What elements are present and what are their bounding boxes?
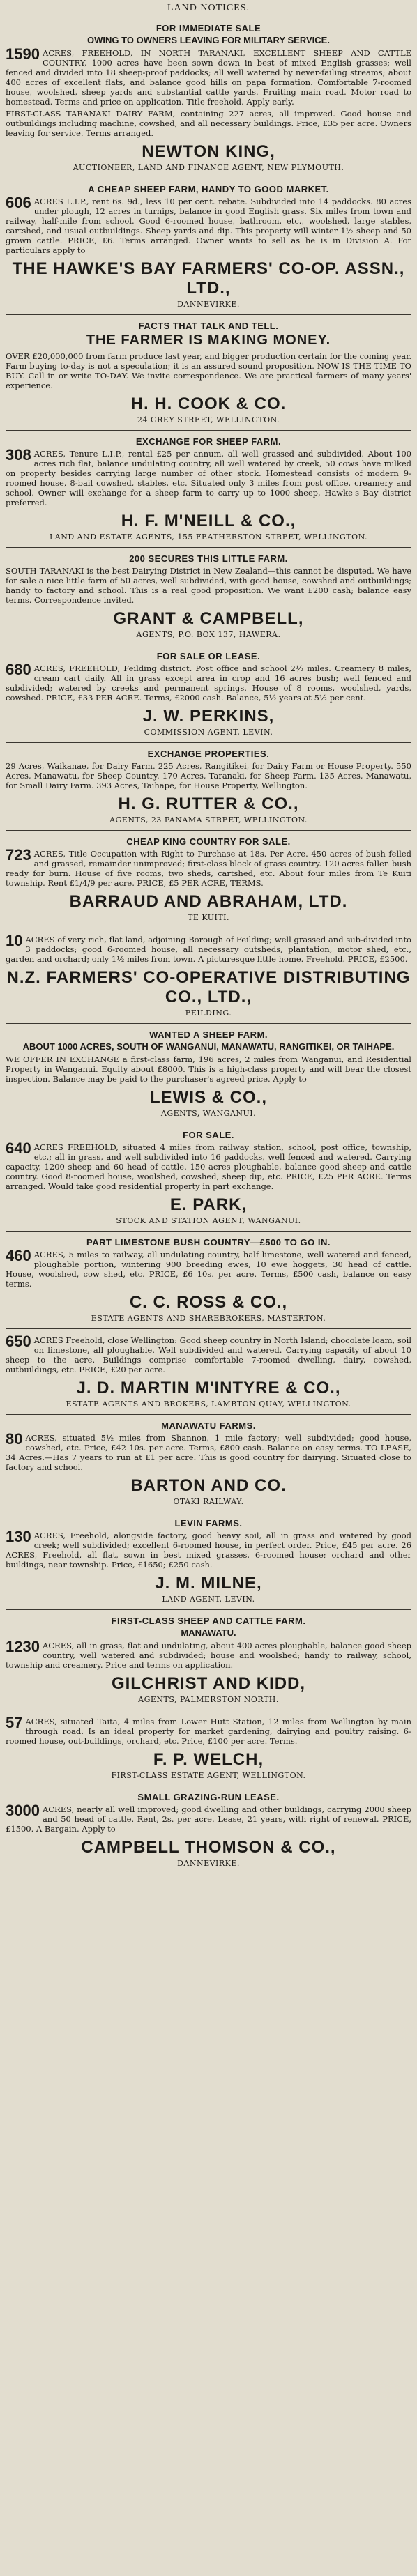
ad-body — [6, 351, 411, 390]
ad-text: ACRES, FREEHOLD, Feilding district. Post office and school 2½ miles. Creamery 8 miles, cream cart daily. All in grass except area in crop and 16 acres bush; well fenced and subdivided; watered by creeks and permanent springs. House of 8 rooms, woolshed, yards, cowshed. PRICE, £33 PER ACRE. Terms, £2000 cash. Balance, 5½ years at 5½ per cent. — [6, 664, 411, 703]
agent-address: STOCK AND STATION AGENT, WANGANUI. — [116, 1216, 301, 1225]
ad-heading: FOR IMMEDIATE SALE — [156, 23, 261, 33]
land-ad-14 — [6, 1512, 411, 1609]
agent-name: J. W. PERKINS, — [142, 707, 275, 726]
agent-address: AGENTS, WANGANUI. — [160, 1109, 257, 1118]
ad-heading: FOR SALE. — [183, 1130, 234, 1140]
ad-text: SOUTH TARANAKI is the best Dairying District in New Zealand—this cannot be disputed. We have for sale a nice little farm of 50 acres, well subdivided, with good house, cowshed and outbuildings; handy to factory and school. This is a real good proposition. We want £200 cash; balance easy terms. Correspondence invited. — [6, 566, 411, 605]
agent-address: FIRST-CLASS ESTATE AGENT, WELLINGTON. — [111, 1771, 306, 1780]
agent-name: J. D. MARTIN M'INTYRE & CO., — [76, 1379, 341, 1397]
ad-text: ACRES, FREEHOLD, IN NORTH TARANAKI, EXCELLENT SHEEP AND CATTLE COUNTRY, 1000 acres have been sown down in best of mixed English grasses; well fenced and divided into 18 sheep-proof paddocks; all well watered by never-failing streams; about 400 acres of excellent flats, and balance good hills on papa formation. Comfortable 7-roomed house, woolshed, sheep yards and substantial cattle yards. Fruiting main road. Motor road to homestead. Terms and price on application. Title freehold. Apply early. — [6, 48, 411, 107]
land-ad-6 — [6, 742, 411, 830]
ad-body — [6, 1247, 411, 1289]
ad-text: ACRES, all in grass, flat and undulating, about 400 acres ploughable, balance good sheep country, well watered and subdivided; house and woolshed; handy to railway, school, township and creamery. Price and terms on application. — [6, 1641, 411, 1670]
land-ad-0 — [6, 17, 411, 178]
ad-body — [6, 1335, 411, 1374]
ad-acreage: 680 — [6, 661, 31, 678]
agent-name: H. H. COOK & CO. — [130, 394, 287, 413]
land-ad-12 — [6, 1328, 411, 1414]
ad-body — [6, 1528, 411, 1570]
ad-body — [6, 1055, 411, 1084]
ad-body — [6, 446, 411, 507]
land-ad-9 — [6, 1023, 411, 1124]
land-ad-17 — [6, 1786, 411, 1873]
land-ad-13 — [6, 1414, 411, 1512]
ad-heading: 200 SECURES THIS LITTLE FARM. — [129, 553, 288, 564]
ad-text: ACRES L.I.P., rent 6s. 9d., less 10 per cent. rebate. Subdivided into 14 paddocks. 80 acres under plough, 12 acres in turnips, balance in good English grass. Six miles from town and railway, half-mile from school. Good 6-roomed house, bathroom, etc., woolshed, large stables, cartshed, and usual outbuildings. Sheep yards and dip. This property will winter 1½ sheep and 50 grown cattle. PRICE, £6. Terms arranged. Owner wants to sell as he is in Division A. For particulars apply to — [6, 197, 411, 255]
agent-address: TE KUITI. — [188, 913, 229, 922]
ad-body — [6, 661, 411, 703]
ad-acreage: 460 — [6, 1247, 31, 1264]
ad-subheading: THE FARMER IS MAKING MONEY. — [86, 332, 331, 348]
ad-text-secondary: FIRST-CLASS TARANAKI DAIRY FARM, containing 227 acres, all improved. Good house and outbuildings including machine, cowshed, and all necessary buildings. Price, £35 per acre. Owners leaving for service. Terms arranged. — [6, 109, 411, 138]
agent-address: FEILDING. — [185, 1009, 232, 1018]
ad-body — [6, 1142, 411, 1191]
ad-heading: SMALL GRAZING-RUN LEASE. — [137, 1792, 280, 1802]
agent-name: GRANT & CAMPBELL, — [113, 609, 304, 628]
ad-text: ACRES, situated Taita, 4 miles from Lower Hutt Station, 12 miles from Wellington by main through road. Is an ideal property for market gardening, dairying and poultry raising. 6-roomed house, out-buildings, orchard, etc. Price, £100 per acre. Terms. — [6, 1717, 411, 1746]
ad-heading: EXCHANGE PROPERTIES. — [147, 749, 270, 759]
land-ad-7 — [6, 830, 411, 928]
agent-address: DANNEVIRKE. — [177, 1859, 240, 1868]
ad-text: ACRES, Title Occupation with Right to Purchase at 18s. Per Acre. 450 acres of bush felled and grassed, remainder unimproved; first-class block of grass country. 120 acres fallen bush ready for burn. House of five rooms, two sheds, cartshed, etc. About four miles from Te Kuiti township. Rent £1/4/9 per acre. PRICE, £5 PER ACRE, TERMS. — [6, 849, 411, 888]
ad-acreage: 130 — [6, 1528, 31, 1545]
land-ad-3 — [6, 430, 411, 547]
ad-body — [6, 1804, 411, 1834]
agent-name: F. P. WELCH, — [153, 1750, 264, 1769]
ad-heading: PART LIMESTONE BUSH COUNTRY—£500 TO GO IN. — [86, 1237, 331, 1248]
ad-acreage: 1230 — [6, 1638, 40, 1655]
land-ad-2 — [6, 314, 411, 430]
ad-heading: CHEAP KING COUNTRY FOR SALE. — [126, 836, 291, 847]
ad-heading: EXCHANGE FOR SHEEP FARM. — [135, 436, 282, 447]
agent-name: CAMPBELL THOMSON & CO., — [81, 1838, 336, 1857]
agent-address: AGENTS, 23 PANAMA STREET, WELLINGTON. — [109, 815, 308, 825]
ad-body — [6, 45, 411, 107]
agent-address: OTAKI RAILWAY. — [173, 1497, 244, 1506]
ad-acreage: 1590 — [6, 45, 40, 63]
ads-column — [6, 17, 411, 1873]
agent-address: DANNEVIRKE. — [177, 300, 240, 309]
agent-name: E. PARK, — [169, 1195, 248, 1214]
agent-name: H. F. M'NEILL & CO., — [121, 512, 296, 530]
ad-acreage: 640 — [6, 1140, 31, 1157]
agent-name: H. G. RUTTER & CO., — [118, 795, 299, 813]
land-ad-16 — [6, 1710, 411, 1786]
ad-body — [6, 846, 411, 888]
ad-heading: MANAWATU FARMS. — [161, 1420, 256, 1431]
ad-acreage: 723 — [6, 846, 31, 864]
ad-text: ACRES, situated 5½ miles from Shannon, 1 mile factory; well subdivided; good house, cowshed, etc. Price, £42 10s. per acre. Terms, £800 cash. Balance on easy terms. TO LEASE, 34 Acres.—Has 7 years to run at £1 per acre. This is good country for dairying. Situated close to factory and school. — [6, 1433, 411, 1472]
ad-text: ACRES, nearly all well improved; good dwelling and other buildings, carrying 2000 sheep and 50 head of cattle. Rent, 2s. per acre. Lease, 21 years, with right of renewal. PRICE, £1500. A Bargain. Apply to — [6, 1804, 411, 1834]
agent-address: COMMISSION AGENT, LEVIN. — [144, 728, 273, 737]
ad-acreage: 650 — [6, 1333, 31, 1350]
ad-text: ACRES FREEHOLD, situated 4 miles from railway station, school, post office, township, etc.; all in grass, and well subdivided into 16 paddocks, well fenced and watered. Carrying capacity, 1200 sheep and 60 head of cattle. 150 acres ploughable, balance good sheep and cattle country. Good 8-roomed house, woolshed, cowshed, sheep dip, etc. PRICE, £25 PER ACRE. Terms arranged. Would take good residential property in part exchange. — [6, 1142, 411, 1191]
ad-heading: FOR SALE OR LEASE. — [156, 651, 261, 661]
ad-acreage: 606 — [6, 194, 31, 211]
ad-text: ACRES, Freehold, alongside factory, good heavy soil, all in grass and watered by good creek; well subdivided; excellent 6-roomed house, in perfect order. Price, £45 per acre. 26 ACRES, Freehold, all flat, sown in best mixed grasses, 6-roomed house; orchard and other buildings, near township. Price, £1650; £250 cash. — [6, 1531, 411, 1570]
land-ad-8 — [6, 928, 411, 1023]
ad-acreage: 3000 — [6, 1802, 40, 1819]
agent-name: BARRAUD AND ABRAHAM, LTD. — [69, 892, 348, 911]
ad-text: ACRES, 5 miles to railway, all undulating country, half limestone, well watered and fenced, ploughable portion, wintering 900 breeding ewes, 10 ewe hoggets, 30 head of cattle. House, woolshed, cow shed, etc. PRICE, £6 10s. per acre. Terms, £500 cash, balance on easy terms. — [6, 1250, 411, 1289]
agent-name: N.Z. FARMERS' CO-OPERATIVE DISTRIBUTING CO., LTD., — [6, 968, 411, 1006]
ad-text: ACRES, Tenure L.I.P., rental £25 per annum, all well grassed and subdivided. About 100 acres rich flat, balance undulating country, all well watered by creek, 50 cows have milked on property besides carrying large number of other stock. Homestead consists of modern 9-roomed house, 8-bail cowshed, stables, etc. Situated only 3 miles from post office, creamery and school. Owner will exchange for a sheep farm to carry up to 1000 sheep, Hawke's Bay district preferred. — [6, 449, 411, 507]
agent-address: AGENTS, P.O. BOX 137, HAWERA. — [136, 630, 281, 639]
ad-text: ACRES of very rich, flat land, adjoining Borough of Feilding; well grassed and sub-divided into 3 paddocks; good 6-roomed house, all necessary outsheds, plantation, motor shed, etc., garden and orchard; only 1½ miles from town. A picturesque little home. Freehold. PRICE, £2500. — [6, 935, 411, 964]
ad-text: ACRES Freehold, close Wellington: Good sheep country in North Island; chocolate loam, soil on limestone, all ploughable. Well subdivided and watered. Carrying capacity of about 10 sheep to the acre. Buildings comprise comfortable 7-roomed dwelling, dairy, cowshed, outbuildings, etc. PRICE, £20 per acre. — [6, 1335, 411, 1374]
agent-name: BARTON AND CO. — [130, 1476, 287, 1495]
agent-name: C. C. ROSS & CO., — [129, 1293, 288, 1312]
agent-name: GILCHRIST AND KIDD, — [111, 1674, 306, 1693]
page-header: LAND NOTICES. — [167, 3, 250, 13]
ad-text: WE OFFER IN EXCHANGE a first-class farm, 196 acres, 2 miles from Wanganui, and Residential Property in Wanganui. Equity about £8000. This is a high-class property and will bear the closest inspection. Balance may be paid to the purchaser's agreed price. Apply to — [6, 1055, 411, 1084]
agent-address: AUCTIONEER, LAND AND FINANCE AGENT, NEW PLYMOUTH. — [73, 163, 344, 172]
ad-heading: FIRST-CLASS SHEEP AND CATTLE FARM. — [111, 1616, 306, 1626]
ad-body — [6, 1714, 411, 1746]
agent-address: ESTATE AGENTS AND BROKERS, LAMBTON QUAY, WELLINGTON. — [66, 1400, 351, 1409]
land-ad-15 — [6, 1609, 411, 1710]
ad-heading: WANTED A SHEEP FARM. — [149, 1029, 268, 1040]
ad-body — [6, 1638, 411, 1670]
land-ad-11 — [6, 1231, 411, 1328]
ad-text: 29 Acres, Waikanae, for Dairy Farm. 225 Acres, Rangitikei, for Dairy Farm or House Property. 550 Acres, Manawatu, for Sheep Country. 170 Acres, Taranaki, for Sheep Farm. 135 Acres, Manawatu, for Small Dairy Farm. 393 Acres, Taihape, for House Property, Wellington. — [6, 761, 411, 790]
ad-acreage: 80 — [6, 1430, 23, 1448]
ad-subheading: ABOUT 1000 ACRES, SOUTH OF WANGANUI, MANAWATU, RANGITIKEI, OR TAIHAPE. — [22, 1041, 395, 1052]
land-ad-5 — [6, 645, 411, 742]
land-ad-4 — [6, 547, 411, 645]
agent-name: LEWIS & CO., — [150, 1088, 267, 1107]
ad-subheading: OWING TO OWNERS LEAVING FOR MILITARY SERVICE. — [87, 35, 330, 45]
agent-name: THE HAWKE'S BAY FARMERS' CO-OP. ASSN., LTD., — [12, 259, 405, 298]
agent-name: J. M. MILNE, — [155, 1574, 262, 1593]
ad-acreage: 10 — [6, 932, 23, 949]
agent-address: 24 GREY STREET, WELLINGTON. — [137, 415, 280, 424]
ad-acreage: 308 — [6, 446, 31, 463]
ad-body — [6, 761, 411, 790]
agent-address: ESTATE AGENTS AND SHAREBROKERS, MASTERTON. — [91, 1314, 326, 1323]
ad-acreage: 57 — [6, 1714, 23, 1731]
agent-address: LAND AND ESTATE AGENTS, 155 FEATHERSTON STREET, WELLINGTON. — [49, 532, 368, 542]
ad-heading: LEVIN FARMS. — [174, 1518, 243, 1528]
ad-heading: FACTS THAT TALK AND TELL. — [138, 321, 279, 331]
agent-name: NEWTON KING, — [142, 142, 275, 161]
agent-address: AGENTS, PALMERSTON NORTH. — [138, 1695, 279, 1704]
agent-address: LAND AGENT, LEVIN. — [162, 1595, 255, 1604]
ad-heading: A CHEAP SHEEP FARM, HANDY TO GOOD MARKET. — [88, 184, 329, 194]
ad-body — [6, 194, 411, 255]
ad-body — [6, 566, 411, 605]
ad-text: OVER £20,000,000 from farm produce last year, and bigger production certain for the coming year. Farm buying to-day is not a speculation; it is an assured sound proposition. NOW IS THE TIME TO BUY. Call in or write TO-DAY. We invite correspondence. We are practical farmers of many years' experience. — [6, 351, 411, 390]
land-ad-10 — [6, 1124, 411, 1231]
land-ad-1 — [6, 178, 411, 314]
ad-body — [6, 1430, 411, 1472]
ad-subheading: MANAWATU. — [181, 1627, 236, 1638]
ad-body — [6, 932, 411, 964]
